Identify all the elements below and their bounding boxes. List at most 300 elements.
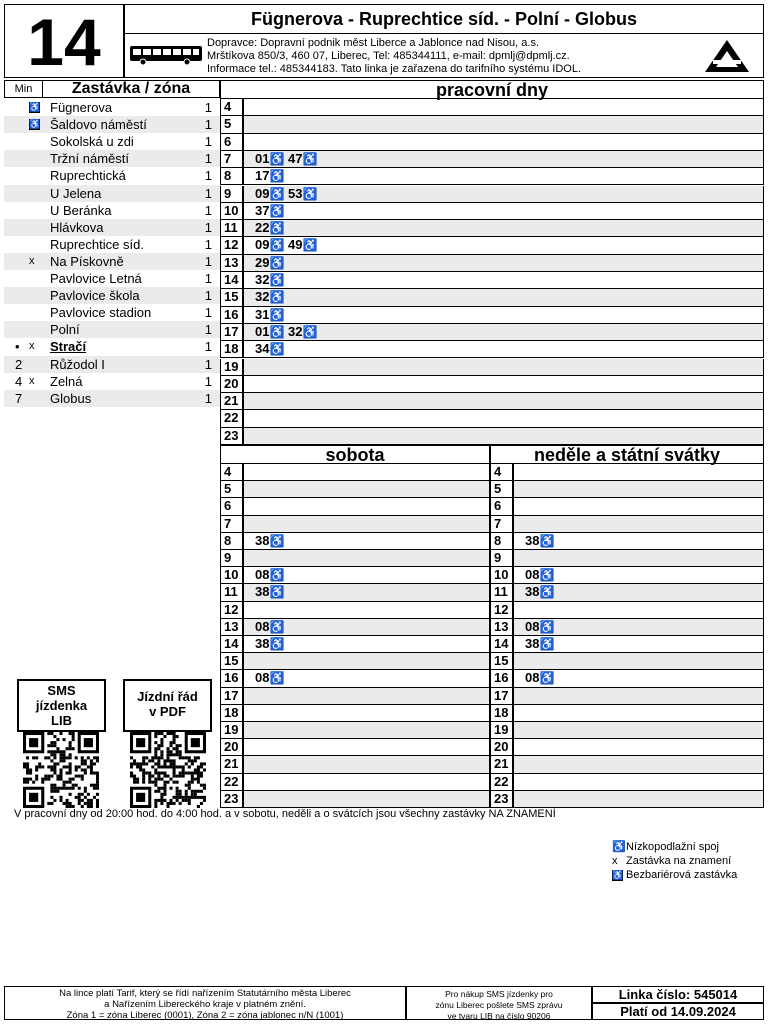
hour-cell: 16 [491,670,514,686]
departure-minute: 32 [288,323,303,339]
hour-cell: 15 [221,653,244,669]
hour-cell: 10 [221,203,244,219]
departure-minutes [255,168,284,184]
sms-qr-code[interactable] [21,732,101,813]
bus-icon [129,43,203,67]
stop-zone: 1 [204,185,212,201]
departure-minutes [525,670,554,686]
wheelchair-icon: ♿ [269,273,285,287]
departure-minutes [255,324,317,340]
legend-text: Nízkopodlažní spoj [626,841,719,853]
departure-minute: 31 [255,306,270,322]
wheelchair-icon: ♿ [269,568,285,583]
departure-minutes [255,289,284,305]
pdf-timetable-label: Jízdní řád v PDF [137,689,198,719]
timetable-row [220,567,490,584]
hour-cell: 19 [221,722,244,738]
wheelchair-icon: ♿ [269,324,285,339]
request-stop-icon: x [612,855,618,867]
hour-cell: 17 [491,688,514,704]
hour-cell: 13 [221,619,244,635]
barrier-free-stop-icon: ♿ [612,869,624,880]
timetable-row [490,670,764,687]
tariff-line: Zóna 1 = zóna Liberec (0001), Zóna 2 = zóna jablonec n/N (1001) [66,1010,344,1021]
stop-row [4,116,220,133]
departure-minutes [255,255,284,271]
legend-request-stop [612,854,731,868]
wheelchair-icon: ♿ [269,533,285,548]
stop-name: Pavlovice stadion [50,305,152,321]
departure-minutes [255,272,284,288]
departure-minute: 53 [288,185,303,201]
hour-cell: 14 [221,636,244,652]
stop-zone: 1 [204,168,212,184]
timetable-row [220,255,764,272]
line-number: 14 [4,4,124,78]
stop-name: Globus [50,390,92,406]
timetable-row [220,341,764,358]
hour-cell: 4 [491,464,514,480]
stop-zone: 1 [204,271,212,286]
hour-cell: 7 [221,151,244,167]
wheelchair-icon: ♿ [539,637,555,651]
wheelchair-icon: ♿ [269,151,285,166]
departure-minute: 38 [525,532,540,548]
timetable-row [490,481,764,498]
hour-cell: 14 [221,272,244,288]
timetable-row [220,151,764,168]
timetable-row [220,791,490,808]
departure-minute: 01 [255,150,270,166]
departure-minute: 38 [255,636,270,651]
hour-cell: 5 [221,116,244,132]
stops-header [4,80,220,98]
departure-minute: 08 [525,670,540,686]
departure-minutes [255,533,284,549]
timetable-row [490,653,764,670]
stop-row [4,167,220,184]
request-stop-icon: x [29,340,35,353]
request-stop-icon: x [29,254,35,267]
stop-name: Ruprechtice síd. [50,236,144,252]
stop-row [4,321,220,338]
legend-text: Zastávka na znamení [626,855,732,867]
wheelchair-icon: ♿ [269,221,285,236]
departure-minute: 32 [255,289,270,305]
departure-minutes [525,533,554,549]
operator-line: Dopravce: Dopravní podnik měst Liberce a Jablonce nad Nisou, a.s. [207,37,540,49]
wheelchair-icon: ♿ [269,585,285,600]
wheelchair-icon: ♿ [539,568,555,583]
timetable-row [220,324,764,341]
hour-cell: 12 [221,602,244,618]
stop-zone: 1 [204,134,212,150]
timetable-row [220,186,764,203]
timetable-row [220,168,764,185]
hour-cell: 8 [221,533,244,549]
departure-minutes [255,151,317,167]
sms-info-line: ve tvaru LIB na číslo 90206 [447,1011,551,1021]
timetable-row [220,116,764,133]
timetable-row [490,567,764,584]
wheelchair-icon: ♿ [539,619,555,634]
wheelchair-icon: ♿ [269,671,285,686]
stop-minutes: 2 [15,356,23,372]
hour-cell: 8 [221,168,244,184]
stop-zone: 1 [204,253,212,269]
hour-cell: 10 [491,567,514,583]
timetable-row [220,584,490,601]
timetable-row [220,774,490,791]
departure-minute: 32 [255,272,270,287]
timetable-row [220,533,490,550]
saturday-header: sobota [220,445,490,464]
legend-low-floor [612,840,719,854]
barrier-free-stop-icon: ♿ [29,119,41,130]
hour-cell: 22 [221,410,244,426]
timetable-row [490,688,764,705]
min-column-header: Min [5,81,43,97]
timetable-row [220,359,764,376]
departure-minute: 49 [288,237,303,253]
departure-minutes [255,567,284,583]
stop-name: Sokolská u zdi [50,134,134,150]
wheelchair-icon: ♿ [269,186,285,201]
hour-cell: 13 [221,255,244,271]
departure-minutes [525,567,554,583]
hour-cell: 22 [491,774,514,790]
stop-zone: 1 [204,202,212,218]
timetable-row [490,619,764,636]
stop-name: Hlávkova [50,219,104,235]
hour-cell: 11 [221,584,244,600]
wheelchair-icon: ♿ [269,238,285,253]
stop-zone: 1 [204,288,212,304]
departure-minutes [255,237,317,253]
weekdays-header: pracovní dny [220,80,764,99]
wheelchair-icon: ♿ [269,255,285,270]
stop-row [4,202,220,219]
stop-name: U Beránka [50,202,112,218]
hour-cell: 5 [491,481,514,497]
departure-minute: 08 [255,567,270,583]
hour-cell: 20 [221,376,244,392]
hour-cell: 11 [221,220,244,236]
stop-name: Zelná [50,373,83,389]
wheelchair-icon: ♿ [269,637,285,651]
timetable-row [220,428,764,445]
tariff-info-box [4,986,406,1020]
sms-ticket-label: SMS jízdenka LIB [35,683,88,728]
stop-minutes: • [15,339,20,355]
departure-minute: 17 [255,168,270,184]
stop-zone: 1 [204,236,212,252]
stop-row [4,390,220,407]
timetable-row [220,481,490,498]
stop-row [4,133,220,150]
departure-minutes [525,619,554,635]
tariff-line: a Nařízením Libereckého kraje v platném znění. [104,999,306,1010]
stop-zone: 1 [204,100,212,115]
valid-from-date: Platí od 14.09.2024 [592,1003,764,1020]
stop-row [4,270,220,287]
timetable-row [220,134,764,151]
night-request-note: V pracovní dny od 20:00 hod. do 4:00 hod. a v sobotu, neděli a o svátcích jsou všechny zastávky NA ZNAMENÍ [14,808,556,820]
stop-name: Tržní náměstí [50,151,129,167]
departure-minute: 08 [255,618,270,634]
departure-minutes [255,619,284,635]
stop-zone: 1 [204,339,212,355]
stop-row [4,236,220,253]
hour-cell: 9 [221,186,244,202]
stop-row [4,253,220,270]
hour-cell: 6 [221,134,244,150]
pdf-qr-code[interactable] [128,732,208,813]
hour-cell: 18 [491,705,514,721]
qr-code-icon[interactable] [21,732,101,808]
stop-zone-column-header: Zastávka / zóna [71,80,191,97]
timetable-row [490,550,764,567]
wheelchair-icon: ♿ [612,841,626,853]
stop-name: Ruprechtická [50,168,126,184]
hour-cell: 6 [221,498,244,514]
sms-purchase-info-box [406,986,592,1020]
hour-cell: 22 [221,774,244,790]
departure-minute: 29 [255,254,270,270]
hour-cell: 11 [491,584,514,600]
hour-cell: 14 [491,636,514,652]
legend-barrier-free [612,868,737,882]
departure-minute: 01 [255,323,270,339]
stop-zone: 1 [204,390,212,406]
wheelchair-icon: ♿ [269,307,285,322]
stop-name: Pavlovice Letná [50,271,142,286]
stop-row [4,304,220,321]
departure-minute: 08 [255,670,270,686]
hour-cell: 4 [221,464,244,480]
sms-info-line: Pro nákup SMS jízdenky pro [445,989,553,999]
hour-cell: 10 [221,567,244,583]
hour-cell: 16 [221,670,244,686]
timetable-row [490,774,764,791]
wheelchair-icon: ♿ [302,151,318,166]
timetable-row [220,220,764,237]
timetable-row [220,289,764,306]
sms-info-line: zónu Liberec pošlete SMS zprávu [435,1000,563,1010]
operator-text [207,37,581,76]
departure-minute: 37 [255,202,270,218]
wheelchair-icon: ♿ [302,238,318,253]
wheelchair-icon: ♿ [269,203,285,218]
timetable-row [220,756,490,773]
license-number: Linka číslo: 545014 [592,986,764,1003]
wheelchair-icon: ♿ [269,169,285,184]
wheelchair-icon: ♿ [269,342,285,357]
departure-minutes [255,636,284,652]
stop-row [4,287,220,304]
hour-cell: 16 [221,307,244,323]
operator-logo-icon [703,38,751,74]
departure-minutes [255,220,284,236]
departure-minutes [255,584,284,600]
departure-minutes [255,341,284,357]
request-stop-icon: x [29,374,35,387]
stop-name: Na Pískovně [50,253,124,269]
hour-cell: 21 [221,393,244,409]
stop-zone: 1 [204,322,212,338]
hour-cell: 18 [221,341,244,357]
timetable-row [220,688,490,705]
hour-cell: 5 [221,481,244,497]
timetable-row [490,722,764,739]
hour-cell: 23 [221,428,244,444]
qr-code-icon[interactable] [128,732,208,808]
stop-name: Pavlovice škola [50,288,140,304]
timetable-row [220,602,490,619]
timetable-row [490,756,764,773]
departure-minute: 38 [525,584,540,600]
stop-name: Stračí [50,339,87,355]
operator-info-box [124,33,764,78]
wheelchair-icon: ♿ [269,290,285,305]
tariff-line: Na lince platí Tarif, který se řídí nařízením Statutárního města Liberec [59,988,351,999]
timetable-row [490,584,764,601]
hour-cell: 19 [221,359,244,375]
departure-minute: 09 [255,237,270,253]
timetable-row [490,533,764,550]
departure-minute: 22 [255,220,270,236]
route-title: Fügnerova - Ruprechtice síd. - Polní - Globus [124,4,764,34]
stop-row [4,150,220,167]
departure-minutes [525,584,554,600]
wheelchair-icon: ♿ [269,619,285,634]
stop-zone: 1 [204,356,212,372]
departure-minute: 08 [525,618,540,634]
departure-minute: 38 [255,532,270,548]
stop-name: Fügnerova [50,100,113,115]
pdf-timetable-box [123,679,212,732]
timetable-row [490,602,764,619]
departure-minutes [255,203,284,219]
hour-cell: 12 [221,237,244,253]
hour-cell: 12 [491,602,514,618]
operator-line: Mrštíkova 850/3, 460 07, Liberec, Tel: 485344111, e-mail: dpmlj@dpmlj.cz. [207,50,570,62]
departure-minute: 38 [525,636,540,651]
hour-cell: 20 [221,739,244,755]
sms-ticket-box [17,679,106,732]
stop-name: Polní [50,322,80,338]
stop-zone: 1 [204,373,212,389]
timetable-row [490,516,764,533]
timetable-row [220,237,764,254]
timetable-row [220,393,764,410]
timetable-row [220,307,764,324]
hour-cell: 20 [491,739,514,755]
sunday-header: neděle a státní svátky [490,445,764,464]
stop-name: Šaldovo náměstí [50,117,147,133]
timetable-row [220,516,490,533]
barrier-free-stop-icon: ♿ [29,102,41,112]
wheelchair-icon: ♿ [302,186,318,201]
stop-name: U Jelena [50,185,102,201]
departure-minutes [255,307,284,323]
timetable-row [220,636,490,653]
timetable-row [220,376,764,393]
timetable-row [220,550,490,567]
timetable-row [220,498,490,515]
legend-text: Bezbariérová zastávka [626,869,738,881]
stop-row [4,185,220,202]
wheelchair-icon: ♿ [302,324,318,339]
hour-cell: 15 [491,653,514,669]
timetable-row [220,670,490,687]
departure-minute: 09 [255,185,270,201]
hour-cell: 21 [491,756,514,772]
stop-row [4,356,220,373]
timetable-row [490,498,764,515]
stop-zone: 1 [204,117,212,133]
hour-cell: 9 [491,550,514,566]
stop-row [4,338,220,355]
hour-cell: 18 [221,705,244,721]
hour-cell: 6 [491,498,514,514]
departure-minutes [255,186,317,202]
timetable-row [490,636,764,653]
stop-minutes: 4 [15,373,23,389]
timetable-row [220,464,490,481]
timetable-row [220,99,764,116]
timetable-row [490,705,764,722]
stop-name: Růžodol I [50,356,105,372]
hour-cell: 4 [221,99,244,115]
departure-minute: 38 [255,584,270,600]
timetable-row [490,739,764,756]
hour-cell: 13 [491,619,514,635]
timetable-row [220,410,764,427]
hour-cell: 23 [491,791,514,807]
departure-minute: 08 [525,567,540,583]
hour-cell: 15 [221,289,244,305]
stop-row [4,99,220,116]
wheelchair-icon: ♿ [539,671,555,686]
hour-cell: 7 [221,516,244,532]
wheelchair-icon: ♿ [539,533,555,548]
hour-cell: 17 [221,688,244,704]
timetable-row [490,791,764,808]
timetable-row [220,272,764,289]
hour-cell: 7 [491,516,514,532]
timetable-row [490,464,764,481]
stop-zone: 1 [204,305,212,321]
stop-zone: 1 [204,219,212,235]
hour-cell: 8 [491,533,514,549]
timetable-row [220,203,764,220]
departure-minute: 47 [288,150,303,166]
stop-row [4,219,220,236]
timetable-row [220,653,490,670]
hour-cell: 21 [221,756,244,772]
hour-cell: 23 [221,791,244,807]
hour-cell: 19 [491,722,514,738]
departure-minute: 34 [255,341,270,357]
timetable-row [220,619,490,636]
stop-row [4,373,220,390]
hour-cell: 9 [221,550,244,566]
stop-minutes: 7 [15,390,23,406]
timetable-row [220,722,490,739]
departure-minutes [525,636,554,652]
timetable-row [220,705,490,722]
